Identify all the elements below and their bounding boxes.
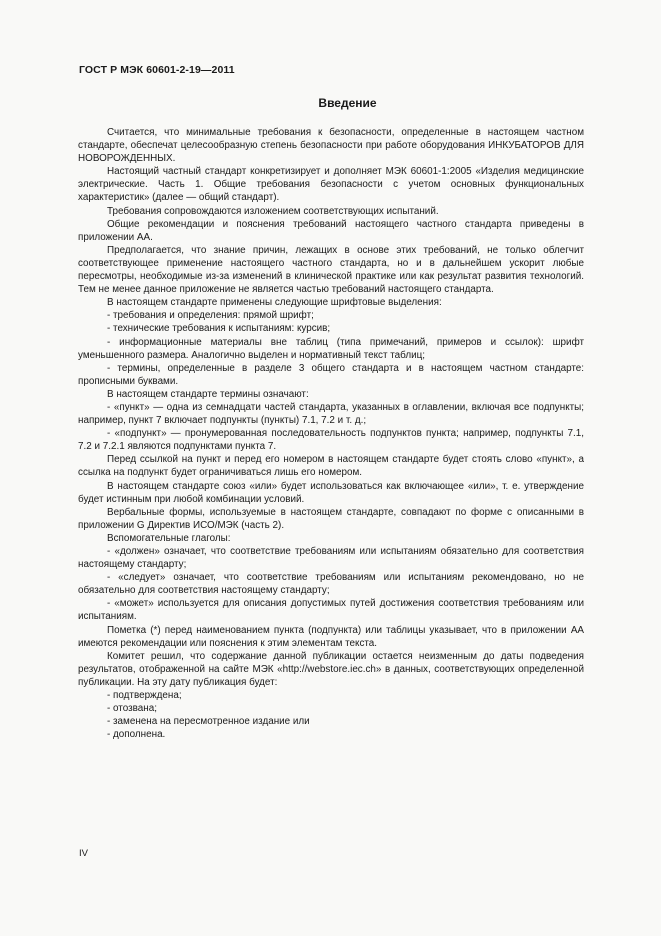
list-item: - заменена на пересмотренное издание или bbox=[107, 716, 310, 728]
list-item: - «подпункт» — пронумерованная последовательность подпунктов пункта; например, подпункты 7.1, 7.2 и 7.2.1 являются подпунктами пункта 7. bbox=[78, 428, 584, 453]
document-body bbox=[78, 126, 584, 741]
list-item: - дополнена. bbox=[107, 729, 166, 741]
paragraph: Перед ссылкой на пункт и перед его номером в настоящем стандарте будет стоять слово «пункт», а ссылка на подпункт будет ограничиваться лишь его номером. bbox=[78, 454, 584, 479]
paragraph: Общие рекомендации и пояснения требований настоящего частного стандарта приведены в приложении АА. bbox=[78, 218, 584, 243]
paragraph: Настоящий частный стандарт конкретизирует и дополняет МЭК 60601-1:2005 «Изделия медицинские электрические. Часть 1. Общие требования безопасности с учетом основных функциональных характеристик» (далее — общий стандарт). bbox=[78, 166, 584, 204]
paragraph: В настоящем стандарте применены следующие шрифтовые выделения: bbox=[107, 297, 442, 309]
list-item: - «должен» означает, что соответствие требованиям или испытаниям обязательно для соответствия настоящему стандарту; bbox=[78, 546, 584, 571]
list-item: - «следует» означает, что соответствие требованиям или испытаниям рекомендовано, но не обязательно для соответствия настоящему стандарту; bbox=[78, 572, 584, 597]
page-number: IV bbox=[79, 848, 88, 859]
section-title: Введение bbox=[318, 96, 377, 110]
paragraph: Вербальные формы, используемые в настоящем стандарте, совпадают по форме с описанными в приложении G Директив ИСО/МЭК (часть 2). bbox=[78, 506, 584, 531]
paragraph: Предполагается, что знание причин, лежащих в основе этих требований, не только облегчит соответствующее применение настоящего частного стандарта, но и в дальнейшем ускорит любые пересмотры, необходимые из-за изменений в клинической практике или как результат развития технологий. Тем не менее данное приложение не является частью требований настоящего стандарта. bbox=[78, 244, 584, 296]
paragraph: Пометка (*) перед наименованием пункта (подпункта) или таблицы указывает, что в приложении АА имеются рекомендации или пояснения к этим элементам текста. bbox=[78, 624, 584, 649]
list-item: - требования и определения: прямой шрифт; bbox=[107, 310, 314, 322]
list-item: - информационные материалы вне таблиц (типа примечаний, примеров и ссылок): шрифт уменьшенного размера. Аналогично выделен и нормативный текст таблиц; bbox=[78, 336, 584, 361]
paragraph: Считается, что минимальные требования к безопасности, определенные в настоящем частном стандарте, обеспечат целесообразную степень безопасности при работе оборудования ИНКУБАТОРОВ ДЛЯ НОВОРОЖДЕННЫХ. bbox=[78, 127, 584, 165]
list-item: - «может» используется для описания допустимых путей достижения соответствия требованиям или испытаниям. bbox=[78, 598, 584, 623]
paragraph: В настоящем стандарте термины означают: bbox=[107, 388, 309, 400]
paragraph: В настоящем стандарте союз «или» будет использоваться как включающее «или», т. е. утверждение будет истинным при любой комбинации условий. bbox=[78, 480, 584, 505]
list-item: - «пункт» — одна из семнадцати частей стандарта, указанных в оглавлении, включая все подпункты; например, пункт 7 включает подпункты (пункты) 7.1, 7.2 и т. д.; bbox=[78, 401, 584, 427]
paragraph: Вспомогательные глаголы: bbox=[107, 532, 231, 544]
list-item: - подтверждена; bbox=[107, 690, 182, 702]
list-item: - отозвана; bbox=[107, 703, 157, 715]
document-header: ГОСТ Р МЭК 60601-2-19—2011 bbox=[79, 64, 235, 76]
paragraph: Требования сопровождаются изложением соответствующих испытаний. bbox=[107, 205, 439, 217]
list-item: - термины, определенные в разделе 3 общего стандарта и в настоящем частном стандарте: прописными буквами. bbox=[78, 362, 584, 387]
list-item: - технические требования к испытаниям: курсив; bbox=[107, 323, 331, 335]
paragraph: Комитет решил, что содержание данной публикации остается неизменным до даты подведения результатов, отображенной на сайте МЭК «http://webstore.iec.ch» в данных, соответствующих определенной публикации. На эту дату публикация будет: bbox=[78, 650, 584, 688]
